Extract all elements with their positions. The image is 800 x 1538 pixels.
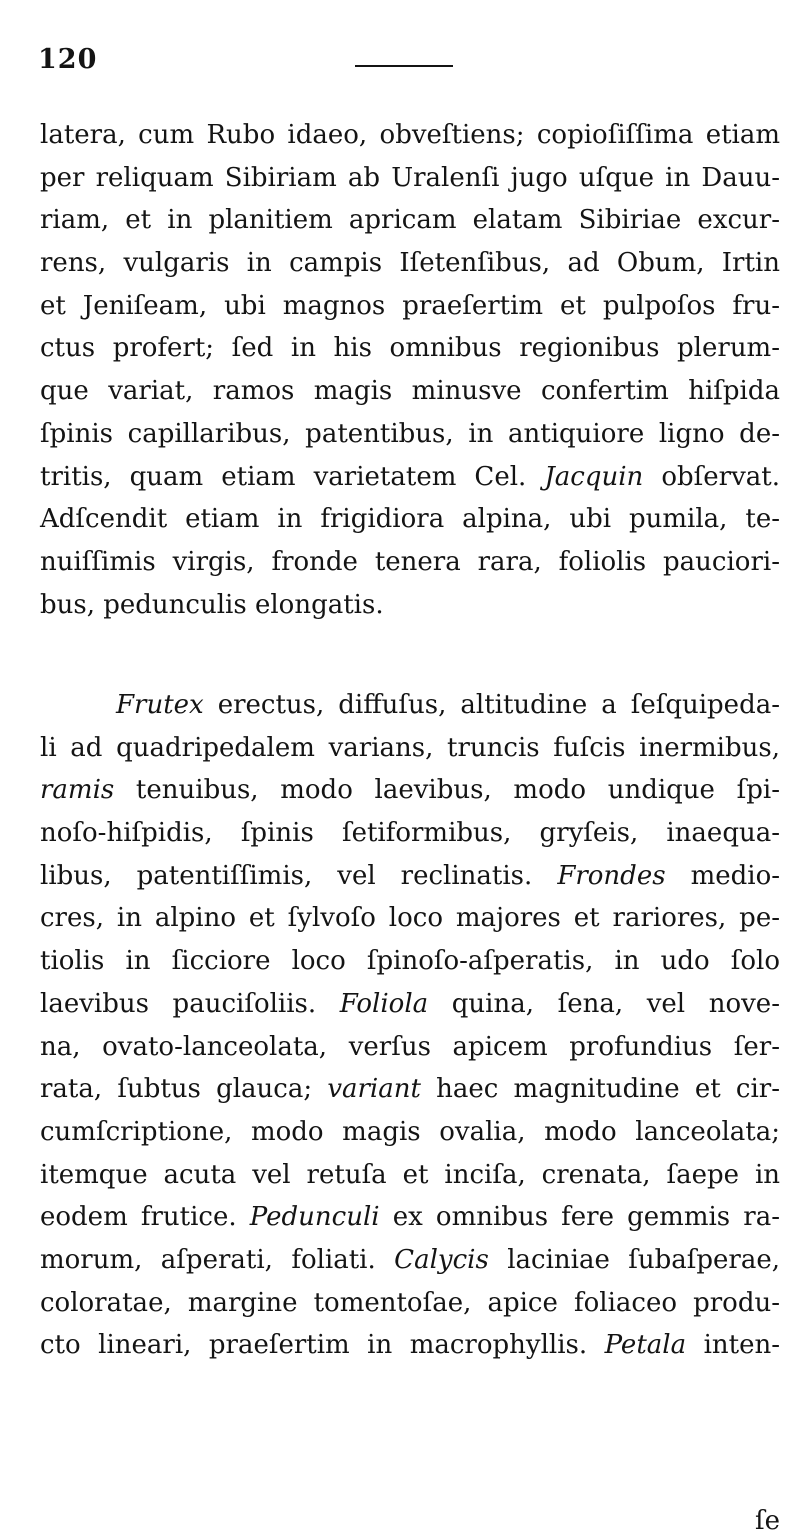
text-line: coloratae, margine tomentoſae, apice foliaceo produ- [40, 1287, 780, 1318]
author-name-jacquin: Jacquin [544, 461, 644, 492]
text-line: noſo-hiſpidis, ſpinis ſetiformibus, gryſeis, inaequa- [40, 818, 780, 849]
text-segment: laciniae ſubaſperae, [488, 1244, 780, 1275]
text-segment: quina, ſena, vel nove- [428, 988, 780, 1019]
text-line [40, 456, 780, 499]
text-segment: morum, aſperati, foliati. [40, 1244, 395, 1275]
term-foliola: Foliola [339, 988, 429, 1019]
text-line [40, 983, 780, 1026]
text-line [40, 1239, 780, 1282]
text-line [40, 1196, 780, 1239]
text-line: nuiſſimis virgis, fronde tenera rara, foliolis pauciori- [40, 546, 780, 577]
text-segment: rata, ſubtus glauca; [40, 1074, 328, 1105]
text-line [40, 769, 780, 812]
text-line: tiolis in ſicciore loco ſpinoſo-aſperatis, in udo ſolo [40, 946, 780, 977]
text-line: li ad quadripedalem varians, truncis fuſcis inermibus, [40, 732, 780, 763]
text-line: cumſcriptione, modo magis ovalia, modo lanceolata; [40, 1116, 780, 1147]
term-frutex: Frutex [116, 690, 204, 720]
text-segment: tenuibus, modo laevibus, modo undique ſpi- [114, 775, 780, 806]
text-segment: haec magnitudine et cir- [420, 1074, 780, 1105]
text-segment: tritis, quam etiam varietatem Cel. [40, 461, 545, 492]
text-segment: ex omnibus fere gemmis ra- [379, 1202, 781, 1233]
text-segment: eodem frutice. [40, 1202, 250, 1233]
paragraph-2 [40, 684, 780, 1367]
paragraph-1 [40, 114, 780, 626]
text-line: bus, pedunculis elongatis. [40, 589, 384, 620]
text-segment: cto lineari, praeſertim in macrophyllis. [40, 1330, 605, 1361]
text-line: latera, cum Rubo idaeo, obveſtiens; copioſiſſima etiam [40, 120, 780, 150]
text-line [40, 855, 780, 898]
term-frondes: Frondes [557, 860, 666, 891]
text-segment: laevibus pauciſoliis. [40, 988, 340, 1019]
term-ramis: ramis [40, 775, 115, 806]
text-line [40, 1068, 780, 1111]
text-segment: erectus, diffuſus, altitudine a ſeſquipeda- [203, 690, 780, 720]
text-line: Adſcendit etiam in frigidiora alpina, ubi pumila, te- [40, 504, 780, 535]
text-line: que variat, ramos magis minusve confertim hiſpida [40, 376, 780, 407]
text-segment: obſervat. [643, 461, 780, 492]
text-line [40, 684, 780, 727]
text-segment: inten- [686, 1330, 780, 1361]
text-line [40, 1324, 780, 1367]
text-line: rens, vulgaris in campis Iſetenſibus, ad Obum, Irtin [40, 248, 780, 279]
text-line: et Jeniſeam, ubi magnos praeſertim et pulpoſos fru- [40, 290, 780, 321]
term-variant: variant [327, 1074, 421, 1105]
text-line: riam, et in planitiem apricam elatam Sibiriae excur- [40, 205, 780, 236]
page-number: 120 [38, 44, 98, 75]
text-line: per reliquam Sibiriam ab Uralenſi jugo uſque in Dauu- [40, 162, 780, 193]
text-segment: libus, patentiſſimis, vel reclinatis. [40, 860, 558, 891]
text-line: itemque acuta vel retuſa et inciſa, crenata, ſaepe in [40, 1159, 780, 1190]
text-line: cres, in alpino et ſylvoſo loco majores et rariores, pe- [40, 903, 780, 934]
header-rule [355, 65, 453, 67]
text-line: ſpinis capillaribus, patentibus, in antiquiore ligno de- [40, 418, 780, 449]
term-petala: Petala [604, 1330, 687, 1361]
term-pedunculi: Pedunculi [249, 1202, 380, 1233]
term-calycis: Calycis [394, 1244, 489, 1275]
text-line: ctus profert; ſed in his omnibus regionibus plerum- [40, 333, 780, 364]
text-segment: medio- [665, 860, 781, 891]
catch-word: ſe [754, 1506, 780, 1536]
text-line: na, ovato-lanceolata, verſus apicem profundius ſer- [40, 1031, 780, 1062]
